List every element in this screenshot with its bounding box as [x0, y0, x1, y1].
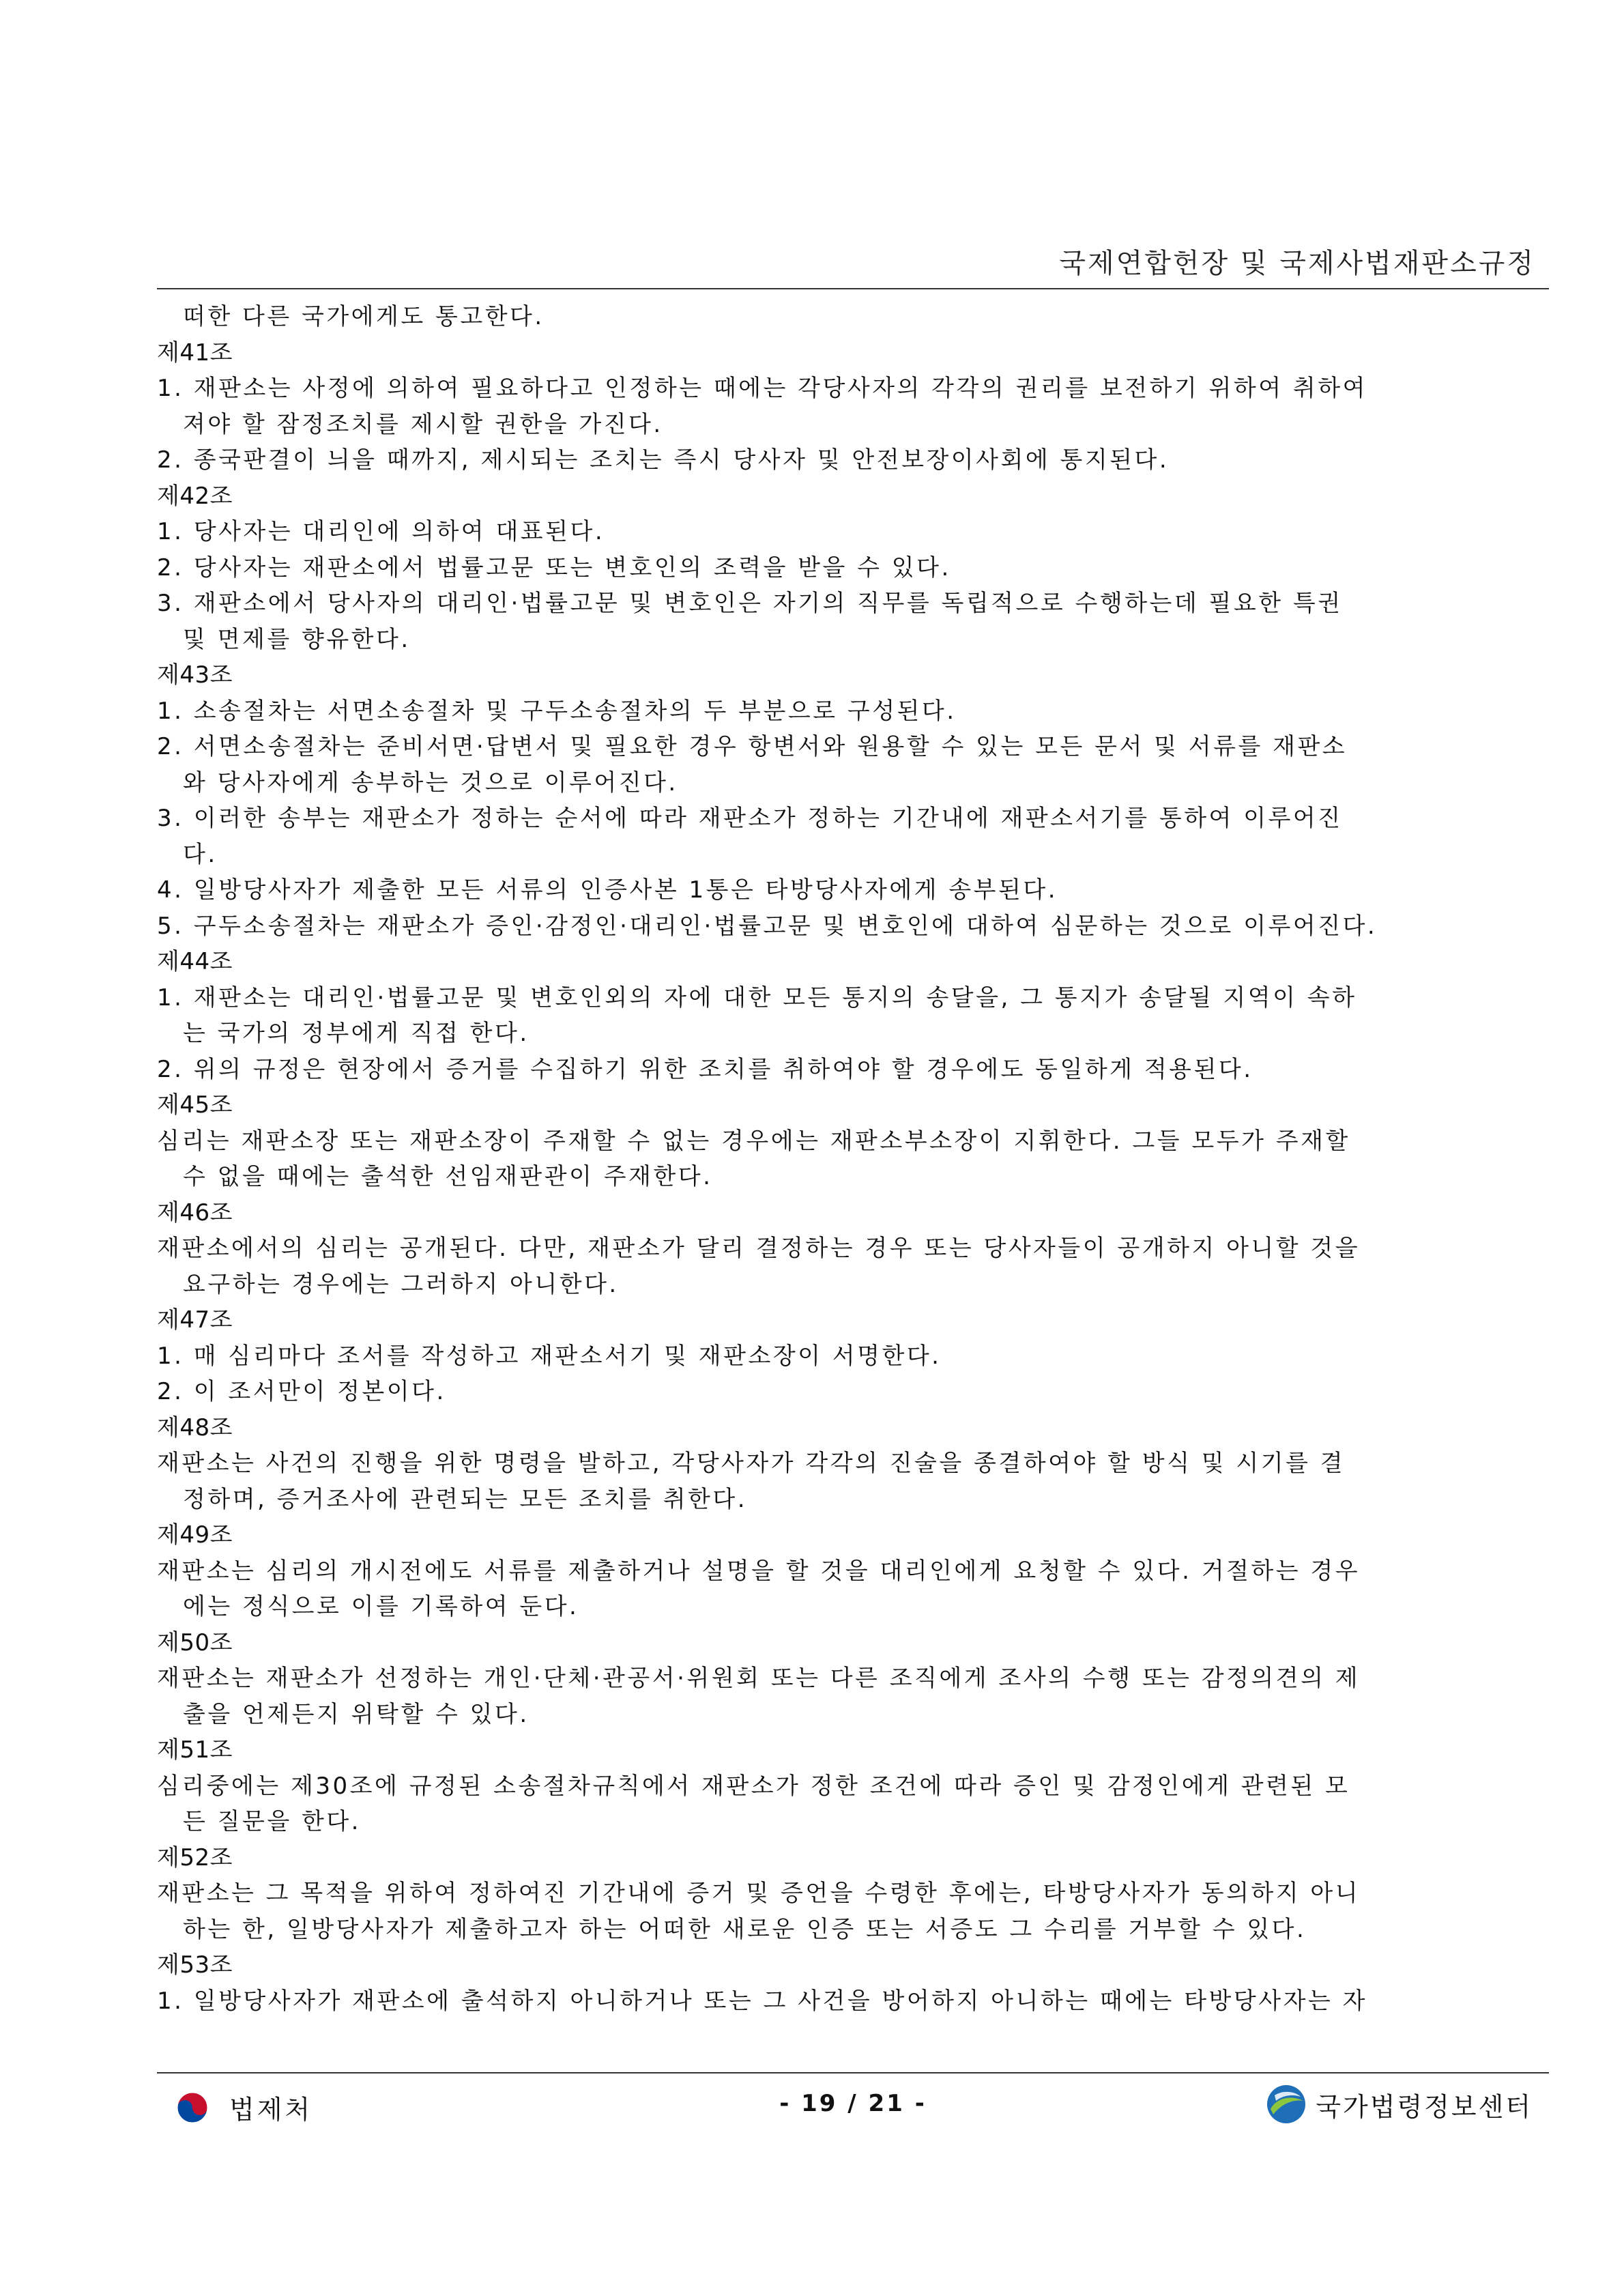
article-heading: 제41조	[157, 339, 233, 367]
article-heading: 제50조	[157, 1628, 233, 1656]
document-body	[157, 299, 1481, 2019]
continuation-line: 요구하는 경우에는 그러하지 아니한다.	[183, 1270, 619, 1298]
document-title: 국제연합헌장 및 국제사법재판소규정	[1059, 248, 1535, 279]
paragraph-line: 1. 일방당사자가 재판소에 출석하지 아니하거나 또는 그 사건을 방어하지 아니하는 때에는 타방당사자는 자	[157, 1987, 1367, 2015]
article-heading: 제53조	[157, 1951, 233, 1979]
continuation-line: 및 면제를 향유한다.	[183, 625, 411, 653]
article-heading: 제45조	[157, 1091, 233, 1119]
footer-center-brand	[1265, 2083, 1533, 2125]
article-heading: 제49조	[157, 1521, 233, 1549]
article-heading: 제47조	[157, 1306, 233, 1334]
paragraph-line: 2. 서면소송절차는 준비서면·답변서 및 필요한 경우 항변서와 원용할 수 있는 모든 문서 및 서류를 재판소	[157, 733, 1348, 760]
paragraph-line: 3. 이러한 송부는 재판소가 정하는 순서에 따라 재판소가 정하는 기간내에 재판소서기를 통하여 이루어진	[157, 805, 1343, 832]
continuation-line: 든 질문을 한다.	[183, 1808, 361, 1835]
paragraph-line: 3. 재판소에서 당사자의 대리인·법률고문 및 변호인은 자기의 직무를 독립적으로 수행하는데 필요한 특권	[157, 590, 1343, 617]
continuation-line: 출을 언제든지 위탁할 수 있다.	[183, 1700, 530, 1728]
continuation-line: 와 당사자에게 송부하는 것으로 이루어진다.	[183, 769, 678, 797]
paragraph-line: 5. 구두소송절차는 재판소가 증인·감정인·대리인·법률고문 및 변호인에 대하여 심문하는 것으로 이루어진다.	[157, 912, 1378, 940]
continuation-line: 정하며, 증거조사에 관련되는 모든 조치를 취한다.	[183, 1485, 748, 1513]
paragraph-line: 2. 당사자는 재판소에서 법률고문 또는 변호인의 조력을 받을 수 있다.	[157, 554, 951, 582]
paragraph-line: 심리는 재판소장 또는 재판소장이 주재할 수 없는 경우에는 재판소부소장이 지휘한다. 그들 모두가 주재할	[157, 1127, 1350, 1155]
paragraph-line: 재판소는 심리의 개시전에도 서류를 제출하거나 설명을 할 것을 대리인에게 요청할 수 있다. 거절하는 경우	[157, 1557, 1361, 1585]
continuation-line: 다.	[183, 840, 218, 868]
paragraph-line: 1. 매 심리마다 조서를 작성하고 재판소서기 및 재판소장이 서명한다.	[157, 1342, 942, 1370]
page-footer	[157, 2072, 1549, 2135]
paragraph-line: 재판소는 그 목적을 위하여 정하여진 기간내에 증거 및 증언을 수령한 후에는, 타방당사자가 동의하지 아니	[157, 1880, 1361, 1907]
continuation-line: 떠한 다른 국가에게도 통고한다.	[183, 303, 545, 330]
continuation-line: 하는 한, 일방당사자가 제출하고자 하는 어떠한 새로운 인증 또는 서증도 그 수리를 거부할 수 있다.	[183, 1915, 1307, 1943]
paragraph-line: 2. 종국판결이 늬을 때까지, 제시되는 조치는 즉시 당사자 및 안전보장이사회에 통지된다.	[157, 446, 1170, 474]
paragraph-line: 4. 일방당사자가 제출한 모든 서류의 인증사본 1통은 타방당사자에게 송부된다.	[157, 876, 1058, 904]
page-header	[157, 240, 1549, 289]
article-heading: 제43조	[157, 661, 233, 689]
paragraph-line: 2. 이 조서만이 정본이다.	[157, 1378, 446, 1405]
paragraph-line: 심리중에는 제30조에 규정된 소송절차규칙에서 재판소가 정한 조건에 따라 증인 및 감정인에게 관련된 모	[157, 1772, 1350, 1800]
article-heading: 제48조	[157, 1414, 233, 1441]
article-heading: 제46조	[157, 1199, 233, 1226]
paragraph-line: 2. 위의 규정은 현장에서 증거를 수집하기 위한 조치를 취하여야 할 경우에도 동일하게 적용된다.	[157, 1055, 1253, 1083]
continuation-line: 는 국가의 정부에게 직접 한다.	[183, 1020, 530, 1047]
paragraph-line: 1. 재판소는 대리인·법률고문 및 변호인외의 자에 대한 모든 통지의 송달을, 그 통지가 송달될 지역이 속하	[157, 984, 1357, 1011]
law-center-logo-icon	[1265, 2083, 1307, 2125]
paragraph-line: 재판소에서의 심리는 공개된다. 다만, 재판소가 달리 결정하는 경우 또는 당사자들이 공개하지 아니할 것을	[157, 1235, 1361, 1262]
article-heading: 제42조	[157, 482, 233, 510]
continuation-line: 져야 할 잠정조치를 제시할 권한을 가진다.	[183, 410, 663, 438]
paragraph-line: 1. 소송절차는 서면소송절차 및 구두소송절차의 두 부분으로 구성된다.	[157, 697, 957, 725]
page-number: - 19 / 21 -	[779, 2090, 927, 2117]
paragraph-line: 1. 당사자는 대리인에 의하여 대표된다.	[157, 518, 605, 545]
publisher-name: 법제처	[229, 2095, 313, 2125]
article-heading: 제51조	[157, 1736, 233, 1764]
center-name: 국가법령정보센터	[1316, 2091, 1533, 2122]
paragraph-line: 재판소는 사건의 진행을 위한 명령을 발하고, 각당사자가 각각의 진술을 종결하여야 할 방식 및 시기를 결	[157, 1450, 1346, 1477]
article-heading: 제44조	[157, 948, 233, 975]
paragraph-line: 재판소는 재판소가 선정하는 개인·단체·관공서·위원회 또는 다른 조직에게 조사의 수행 또는 감정의견의 제	[157, 1665, 1361, 1692]
continuation-line: 에는 정식으로 이를 기록하여 둔다.	[183, 1593, 579, 1620]
continuation-line: 수 없을 때에는 출석한 선임재판관이 주재한다.	[183, 1163, 713, 1190]
article-heading: 제52조	[157, 1843, 233, 1871]
paragraph-line: 1. 재판소는 사정에 의하여 필요하다고 인정하는 때에는 각당사자의 각각의 권리를 보전하기 위하여 취하여	[157, 375, 1367, 402]
